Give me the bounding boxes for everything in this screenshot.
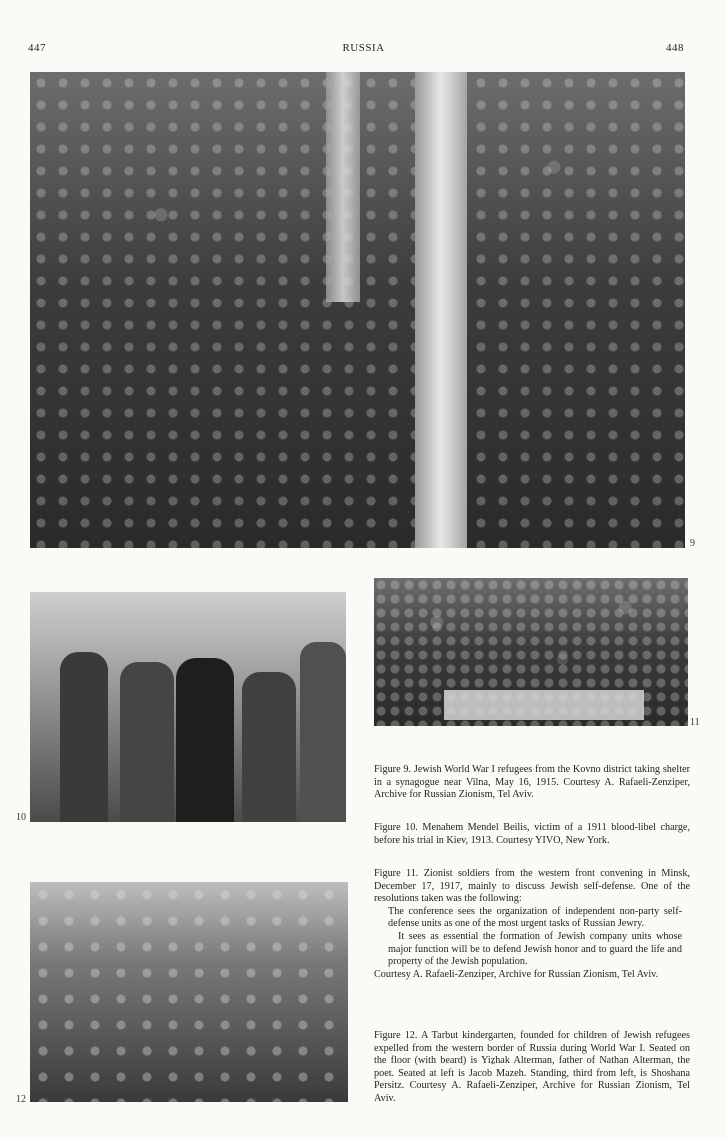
caption-11-credit: Courtesy A. Rafaeli-Zenziper, Archive for Russian Zionism, Tel Aviv.: [374, 968, 659, 980]
soldier-figure: [60, 652, 108, 822]
figure-12-number: 12: [16, 1094, 26, 1105]
figure-9-photo: [30, 72, 685, 548]
soldier-figure: [300, 642, 346, 822]
synagogue-pillar: [415, 72, 467, 548]
soldier-figure: [120, 662, 174, 822]
figure-11-number: 11: [690, 717, 700, 728]
caption-figure-12: Figure 12. A Tarbut kindergarten, founded for children of Jewish refugees expelled from the western border of Russia during World War I. Seated on the floor (with beard) is Yiẕhak Alterman, father of Nathan Alterman, the poet. Seated at left is Jacob Mazeh. Standing, third from left, is Shoshana Persitz. Courtesy A. Rafaeli-Zenziper, Archive for Russian Zionism, Tel Aviv.: [374, 1030, 690, 1104]
figure-10-photo: [30, 592, 346, 822]
figure-11-photo: [374, 578, 688, 726]
caption-figure-9: Figure 9. Jewish World War I refugees from the Kovno district taking shelter in a synagogue near Vilna, May 16, 1915. Courtesy A. Rafaeli-Zenziper, Archive for Russian Zionism, Tel Aviv.: [374, 764, 690, 801]
caption-11-quote-1: The conference sees the organization of independent non-party self-defense units as one of the most urgent tasks of Russian Jewry.: [388, 905, 682, 930]
banner: [444, 690, 644, 720]
page-number-right: 448: [666, 42, 684, 54]
group-texture: [30, 882, 348, 1102]
figure-10-number: 10: [16, 812, 26, 823]
running-title: RUSSIA: [342, 42, 385, 54]
caption-figure-11: [374, 868, 690, 981]
synagogue-pillar-rear: [326, 72, 360, 302]
caption-11-quote-2: It sees as essential the formation of Jewish company units whose major function will be to defend Jewish honor and to guard the life and property of the Jewish population.: [388, 930, 682, 968]
soldier-figure: [242, 672, 296, 822]
caption-11-intro: Figure 11. Zionist soldiers from the western front convening in Minsk, December 17, 1917, mainly to discuss Jewish self-defense. One of the resolutions taken was the following:: [374, 868, 690, 905]
figure-12-photo: [30, 882, 348, 1102]
beilis-figure: [176, 658, 234, 822]
figure-9-number: 9: [690, 538, 695, 549]
caption-figure-10: Figure 10. Menahem Mendel Beilis, victim of a 1911 blood-libel charge, before his trial in Kiev, 1913. Courtesy YIVO, New York.: [374, 822, 690, 846]
page-number-left: 447: [28, 42, 46, 54]
